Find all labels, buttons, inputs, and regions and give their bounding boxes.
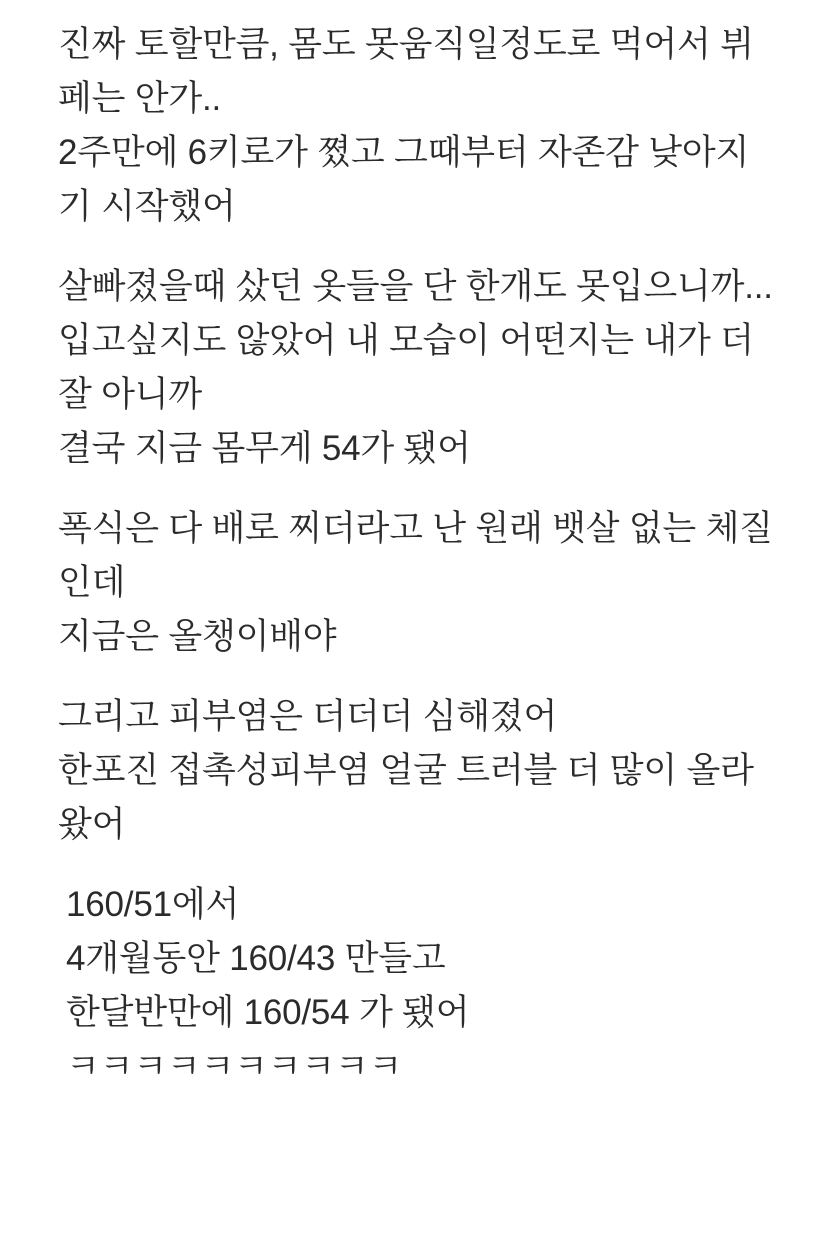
text-block-4	[58, 690, 778, 852]
text-line: 결국 지금 몸무게 54가 됐어	[58, 429, 471, 468]
text-block-5	[58, 878, 778, 1094]
text-line: 160/51에서	[66, 885, 240, 924]
text-line: 한달반만에 160/54 가 됐어	[66, 993, 470, 1032]
text-line: 폭식은 다 배로 찌더라고 난 원래 뱃살 없는 체질인데	[58, 509, 773, 602]
text-line: 지금은 올챙이배야	[58, 617, 337, 656]
text-line: 살빠졌을때 샀던 옷들을 단 한개도 못입으니까...	[58, 267, 773, 306]
text-line: 입고싶지도 않았어 내 모습이 어떤지는 내가 더 잘 아니까	[58, 321, 764, 414]
text-line: 한포진 접촉성피부염 얼굴 트러블 더 많이 올라왔어	[58, 751, 754, 844]
text-line: 진짜 토할만큼, 몸도 못움직일정도로 먹어서 뷔페는 안가..	[58, 25, 754, 118]
text-line: 4개월동안 160/43 만들고	[66, 939, 446, 978]
text-block-3	[58, 502, 778, 664]
text-line: 그리고 피부염은 더더더 심해졌어	[58, 697, 558, 736]
text-line: ㅋㅋㅋㅋㅋㅋㅋㅋㅋㅋ	[66, 1047, 403, 1086]
text-line: 2주만에 6키로가 쪘고 그때부터 자존감 낮아지기 시작했어	[58, 133, 750, 226]
text-block-1	[58, 18, 778, 234]
text-block-2	[58, 260, 778, 476]
